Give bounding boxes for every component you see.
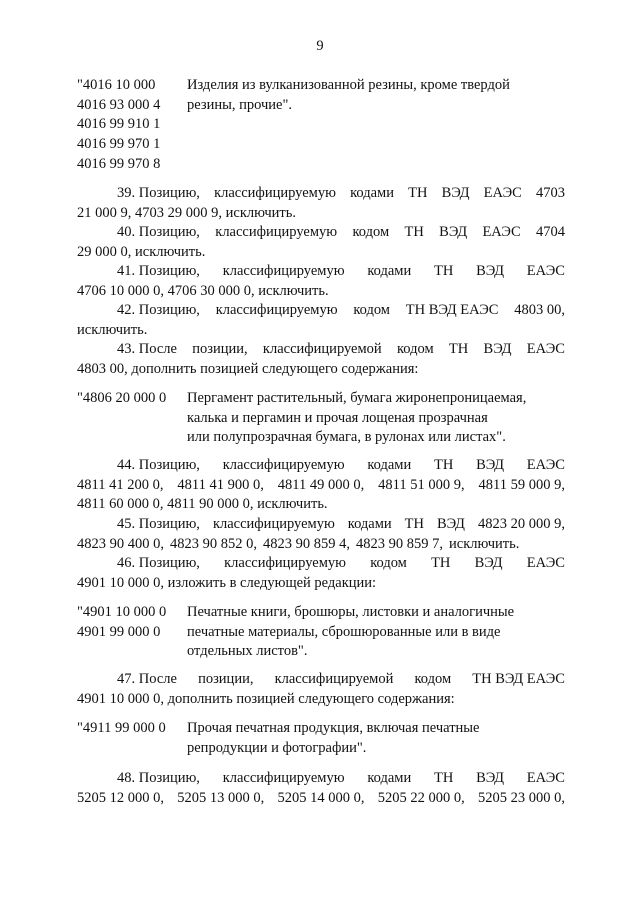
word: 45. Позицию,: [117, 516, 200, 532]
text-line: 4901 10 000 0, дополнить позицией следующего содержания:: [77, 690, 455, 707]
code-table-4806: [77, 389, 565, 449]
code-line: 4016 99 970 8: [77, 155, 161, 172]
code-table-4016: [77, 76, 565, 176]
description-line: резины, прочие".: [187, 96, 293, 113]
word: классифицируемой: [262, 341, 382, 357]
word: кодами: [367, 263, 412, 279]
justified-line: [77, 262, 565, 282]
word: ЕАЭС: [526, 770, 565, 786]
text-line: 29 000 0, исключить.: [77, 243, 206, 260]
word: 41. Позицию,: [117, 263, 200, 279]
description-line: Пергамент растительный, бумага жиронепроницаемая,: [187, 390, 527, 406]
code-column: [77, 76, 187, 174]
description-column: [187, 719, 565, 758]
code-line: 4016 99 910 1: [77, 116, 161, 133]
code-line: "4806 20 000 0: [77, 390, 167, 406]
word: 4811 41 200 0,: [77, 476, 164, 493]
word: ЕАЭС: [482, 224, 521, 240]
word: ТН: [404, 224, 424, 240]
justified-line: [77, 769, 565, 789]
word: 4823 90 859 4,: [263, 535, 350, 552]
word: ТН: [448, 341, 469, 357]
justified-line: [77, 789, 565, 809]
word: ТН: [433, 770, 454, 786]
word: 4803 00,: [514, 302, 565, 318]
word: ВЭД: [483, 341, 512, 357]
word: 5205 14 000 0,: [277, 789, 365, 806]
page-number: 9: [316, 38, 324, 54]
word: 39. Позицию,: [117, 185, 200, 201]
word: классифицируемую: [222, 770, 345, 786]
word: кодами: [367, 457, 412, 473]
word: ТН ВЭД ЕАЭС: [405, 302, 499, 318]
word: 4811 41 900 0,: [177, 476, 264, 493]
word: 40. Позицию,: [117, 224, 200, 240]
justified-line: [77, 223, 565, 243]
word: ВЭД: [441, 185, 470, 201]
text-line: 4706 10 000 0, 4706 30 000 0, исключить.: [77, 282, 329, 299]
justified-line: [77, 184, 565, 204]
justified-line: [77, 476, 565, 496]
word: 4811 59 000 9,: [478, 476, 565, 493]
word: 46. Позицию,: [117, 555, 200, 571]
word: ВЭД: [476, 457, 504, 473]
word: ТН: [408, 185, 428, 201]
description-line: отдельных листов".: [187, 643, 308, 660]
code-table-4911: [77, 719, 565, 759]
description-line: Прочая печатная продукция, включая печатные: [187, 720, 480, 736]
justified-line: [77, 554, 565, 574]
word: классифицируемую: [215, 302, 338, 318]
paragraph-43: [77, 340, 565, 379]
justified-line: [77, 301, 565, 321]
word: ВЭД: [474, 555, 503, 571]
word: ЕАЭС: [526, 555, 565, 571]
word: ТН ВЭД ЕАЭС: [472, 671, 565, 687]
word: 5205 13 000 0,: [177, 789, 265, 806]
word: 5205 23 000 0,: [478, 789, 565, 806]
description-column: [187, 76, 565, 115]
justified-line: [77, 670, 565, 690]
word: кодом: [370, 555, 407, 571]
word: классифицируемую: [214, 185, 336, 201]
word: ЕАЭС: [526, 341, 565, 357]
word: ЕАЭС: [483, 185, 522, 201]
word: классифицируемую: [224, 555, 346, 571]
word: позиции,: [192, 341, 248, 357]
word: 44. Позицию,: [117, 457, 200, 473]
word: классифицируемую: [222, 457, 345, 473]
justified-line: [77, 456, 565, 476]
word: 4823 90 400 0,: [77, 535, 164, 552]
word: кодами: [350, 185, 394, 201]
word: 4811 49 000 0,: [277, 476, 365, 493]
word: 5205 12 000 0,: [77, 789, 164, 806]
text-line: 21 000 9, 4703 29 000 9, исключить.: [77, 204, 297, 221]
description-column: [187, 389, 565, 448]
description-line: Изделия из вулканизованной резины, кроме твердой: [187, 77, 510, 93]
word: 4823 20 000 9,: [477, 516, 565, 532]
paragraph-45: [77, 515, 565, 554]
word: кодами: [367, 770, 412, 786]
word: исключить.: [449, 535, 520, 552]
word: кодом: [352, 224, 390, 240]
text-line: 4803 00, дополнить позицией следующего содержания:: [77, 360, 419, 377]
paragraph-42: [77, 301, 565, 340]
justified-line: [77, 535, 565, 555]
word: кодом: [414, 671, 452, 687]
code-table-4901: [77, 603, 565, 663]
word: ТН: [404, 516, 425, 532]
text-line: исключить.: [77, 321, 148, 338]
word: 4703: [536, 185, 565, 201]
word: 43. После: [117, 341, 177, 357]
word: ВЭД: [439, 224, 468, 240]
word: 4823 90 852 0,: [170, 535, 257, 552]
word: кодом: [396, 341, 434, 357]
word: ТН: [433, 263, 454, 279]
paragraph-46: [77, 554, 565, 593]
code-line: 4016 99 970 1: [77, 136, 161, 153]
code-line: "4901 10 000 0: [77, 604, 167, 620]
paragraph-47: [77, 670, 565, 709]
word: классифицируемую: [212, 516, 335, 532]
description-line: калька и пергамин и прочая лощеная прозрачная: [187, 409, 488, 426]
paragraph-41: [77, 262, 565, 301]
word: ВЭД: [476, 770, 504, 786]
word: кодом: [353, 302, 390, 318]
description-line: репродукции и фотографии".: [187, 739, 367, 756]
word: 4704: [536, 224, 565, 240]
description-line: Печатные книги, брошюры, листовки и аналогичные: [187, 604, 515, 620]
code-line: "4911 99 000 0: [77, 720, 166, 736]
description-column: [187, 603, 565, 662]
paragraph-48: [77, 769, 565, 808]
description-line: или полупрозрачная бумага, в рулонах или листах".: [187, 429, 506, 446]
word: ЕАЭС: [526, 457, 565, 473]
word: ТН: [433, 457, 454, 473]
word: кодами: [347, 516, 392, 532]
text-line: 4811 60 000 0, 4811 90 000 0, исключить.: [77, 496, 328, 513]
code-line: 4016 93 000 4: [77, 96, 161, 113]
word: 4823 90 859 7,: [356, 535, 443, 552]
code-column: [77, 719, 187, 739]
code-column: [77, 603, 187, 642]
word: позиции,: [198, 671, 254, 687]
justified-line: [77, 340, 565, 360]
word: ЕАЭС: [526, 263, 565, 279]
code-column: [77, 389, 187, 409]
word: 4811 51 000 9,: [378, 476, 465, 493]
paragraph-44: [77, 456, 565, 515]
description-line: печатные материалы, сброшюрованные или в виде: [187, 623, 501, 640]
paragraph-40: [77, 223, 565, 262]
paragraph-39: [77, 184, 565, 223]
word: ВЭД: [437, 516, 465, 532]
word: классифицируемую: [215, 224, 338, 240]
word: 5205 22 000 0,: [377, 789, 465, 806]
code-line: "4016 10 000: [77, 77, 156, 93]
word: ТН: [431, 555, 451, 571]
word: ВЭД: [476, 263, 504, 279]
word: 48. Позицию,: [117, 770, 200, 786]
word: классифицируемой: [274, 671, 394, 687]
word: 42. Позицию,: [117, 302, 200, 318]
justified-line: [77, 515, 565, 535]
word: классифицируемую: [222, 263, 345, 279]
word: 47. После: [117, 671, 177, 687]
text-line: 4901 10 000 0, изложить в следующей редакции:: [77, 574, 377, 591]
code-line: 4901 99 000 0: [77, 623, 161, 640]
